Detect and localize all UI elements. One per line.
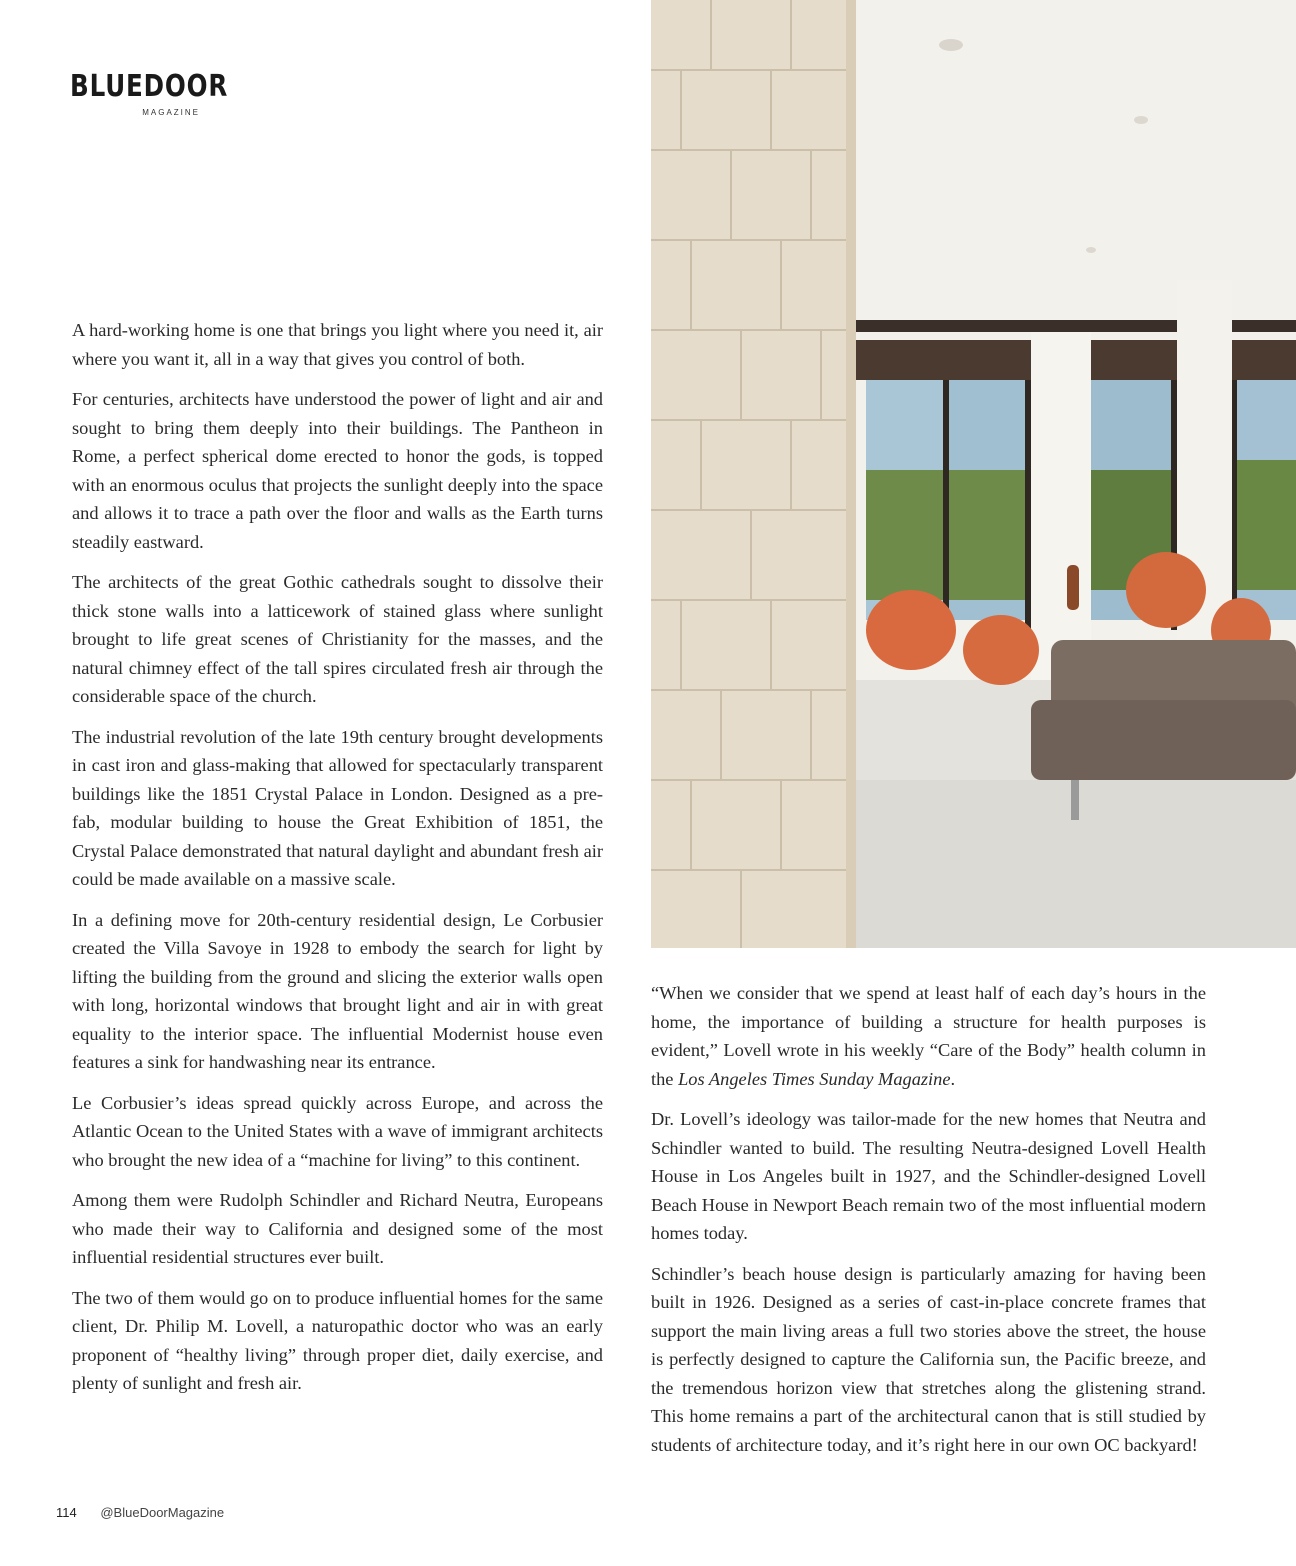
publication-title: Los Angeles Times Sunday Magazine bbox=[678, 1068, 951, 1089]
magazine-logo bbox=[70, 69, 229, 117]
paragraph: Among them were Rudolph Schindler and Richard Neutra, Europeans who made their way to California and designed some of the most influential residential structures ever built. bbox=[72, 1190, 603, 1267]
page-footer bbox=[56, 1505, 224, 1520]
paragraph: Schindler’s beach house design is particularly amazing for having been built in 1926. Designed as a series of cast-in-place concrete frames that support the main living areas a full two stories above the street, the house is perfectly designed to capture the California sun, the Pacific breeze, and the tremendous horizon view that stretches along the glistening strand. This home remains a part of the architectural canon that is still studied by students of architecture today, and it’s right here in our own OC backyard! bbox=[651, 1263, 1206, 1455]
paragraph: The architects of the great Gothic cathedrals sought to dissolve their thick stone walls into a latticework of stained glass where sunlight brought to life great scenes of Christianity for the masses, and the natural chimney effect of the tall spires circulated fresh air through the considerable space of the church. bbox=[72, 572, 603, 706]
paragraph: The two of them would go on to produce influential homes for the same client, Dr. Philip M. Lovell, a naturopathic doctor who was an early proponent of “healthy living” through proper diet, daily exercise, and plenty of sunlight and fresh air. bbox=[72, 1287, 603, 1393]
left-article-column bbox=[72, 316, 603, 1410]
page-number: 114 bbox=[56, 1505, 77, 1520]
paragraph: In a defining move for 20th-century residential design, Le Corbusier created the Villa Savoye in 1928 to embody the search for light by lifting the building from the ground and slicing the exterior walls open with long, horizontal windows that brought light and air in with great equality to the interior space. The influential Modernist house even features a sink for handwashing near its entrance. bbox=[72, 909, 603, 1072]
quote-text-end: . bbox=[950, 1068, 956, 1089]
interior-living-room-photo bbox=[651, 0, 1296, 948]
logo-subtitle: MAGAZINE bbox=[142, 108, 200, 117]
paragraph: For centuries, architects have understood the power of light and air and sought to bring them deeply into their buildings. The Pantheon in Rome, a perfect spherical dome erected to honor the gods, is topped with an enormous oculus that projects the sunlight deeply into the space and allows it to trace a path over the floor and walls as the Earth turns steadily eastward. bbox=[72, 389, 603, 552]
paragraph: Le Corbusier’s ideas spread quickly across Europe, and across the Atlantic Ocean to the United States with a wave of immigrant architects who brought the new idea of a “machine for living” to this continent. bbox=[72, 1092, 603, 1170]
paragraph: The industrial revolution of the late 19th century brought developments in cast iron and glass-making that allowed for spectacularly transparent buildings like the 1851 Crystal Palace in London. Designed as a pre-fab, modular building to house the Great Exhibition of 1851, the Crystal Palace demonstrated that natural daylight and abundant fresh air could be made available on a massive scale. bbox=[72, 726, 603, 889]
paragraph bbox=[651, 979, 1206, 1093]
right-article-column bbox=[651, 979, 1206, 1471]
logo-wordmark: BLUEDOOR bbox=[70, 69, 229, 104]
quote-text-start: “When we consider that we spend at least half of each day’s hours in the home, the importance of building a structure for health purposes is evident,” Lovell wrote in his weekly “Care of the Body” health column in the bbox=[651, 983, 1206, 1089]
paragraph: A hard-working home is one that brings you light where you need it, air where you want it, all in a way that gives you control of both. bbox=[72, 320, 603, 369]
paragraph: Dr. Lovell’s ideology was tailor-made for the new homes that Neutra and Schindler wanted to build. The resulting Neutra-designed Lovell Health House in Los Angeles built in 1927, and the Schindler-designed Lovell Beach House in Newport Beach remain two of the most influential modern homes today. bbox=[651, 1109, 1206, 1243]
social-handle: @BlueDoorMagazine bbox=[100, 1505, 225, 1520]
